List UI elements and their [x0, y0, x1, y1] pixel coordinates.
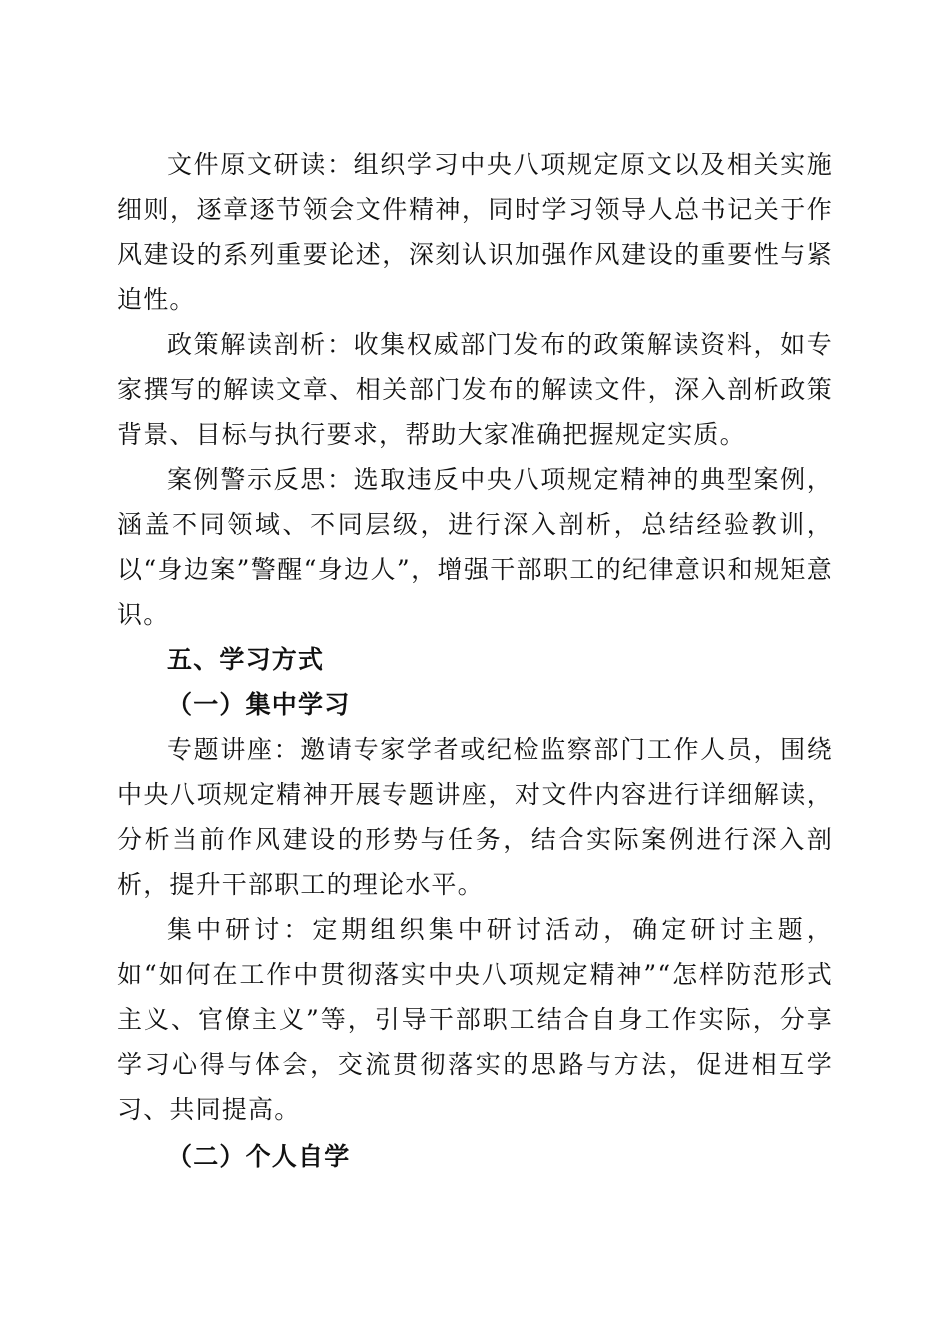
- paragraph-case-warning: 案例警示反思：选取违反中央八项规定精神的典型案例，涵盖不同领域、不同层级，进行深入剖析，总结经验教训，以“身边案”警醒“身边人”，增强干部职工的纪律意识和规矩意识。: [117, 465, 833, 629]
- paragraph-special-lecture: 专题讲座：邀请专家学者或纪检监察部门工作人员，围绕中央八项规定精神开展专题讲座，对文件内容进行详细解读，分析当前作风建设的形势与任务，结合实际案例进行深入剖析，提升干部职工的理论水平。: [117, 735, 833, 899]
- subheading-self-study: （二）个人自学: [167, 1142, 351, 1171]
- subheading-centralized-study: （一）集中学习: [167, 690, 351, 719]
- paragraph-document-study: 文件原文研读：组织学习中央八项规定原文以及相关实施细则，逐章逐节领会文件精神，同时学习领导人总书记关于作风建设的系列重要论述，深刻认识加强作风建设的重要性与紧迫性。: [117, 150, 833, 314]
- document-body: [117, 142, 833, 1179]
- paragraph-policy-interpretation: 政策解读剖析：收集权威部门发布的政策解读资料，如专家撰写的解读文章、相关部门发布的解读文件，深入剖析政策背景、目标与执行要求，帮助大家准确把握规定实质。: [117, 330, 833, 449]
- paragraph-group-discussion: 集中研讨：定期组织集中研讨活动，确定研讨主题，如“如何在工作中贯彻落实中央八项规定精神”“怎样防范形式主义、官僚主义”等，引导干部职工结合自身工作实际，分享学习心得与体会，交流贯彻落实的思路与方法，促进相互学习、共同提高。: [117, 915, 833, 1124]
- section-heading-study-methods: 五、学习方式: [167, 645, 325, 674]
